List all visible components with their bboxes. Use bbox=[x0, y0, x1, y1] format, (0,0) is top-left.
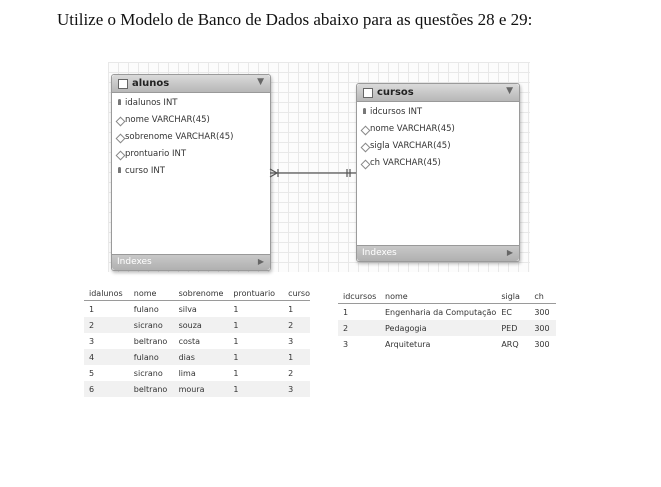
cell: fulano bbox=[129, 349, 174, 365]
column-ch[interactable]: ch VARCHAR(45) bbox=[357, 156, 519, 173]
cell: moura bbox=[174, 381, 229, 397]
column-nome[interactable]: nome VARCHAR(45) bbox=[112, 113, 270, 130]
chevron-down-icon[interactable]: ▼ bbox=[257, 77, 264, 87]
column-curso[interactable]: curso INT bbox=[112, 164, 270, 181]
cell: 4 bbox=[84, 349, 129, 365]
cell: 300 bbox=[534, 307, 550, 317]
table-row bbox=[84, 301, 310, 318]
cell: 300 bbox=[529, 320, 556, 336]
cell: 5 bbox=[89, 368, 95, 378]
cell: Arquitetura bbox=[385, 339, 431, 349]
cell: 2 bbox=[338, 320, 380, 336]
triangle-right-icon: ▶ bbox=[506, 248, 513, 257]
table-row bbox=[84, 317, 310, 333]
cell: beltrano bbox=[129, 381, 174, 397]
table-alunos bbox=[84, 286, 310, 397]
cell: 6 bbox=[84, 381, 129, 397]
column-idcursos[interactable]: idcursos INT bbox=[357, 105, 519, 122]
cell: beltrano bbox=[133, 336, 168, 346]
cell: EC bbox=[501, 307, 512, 317]
cell: 1 bbox=[89, 304, 95, 314]
cell: 1 bbox=[233, 304, 239, 314]
cell: 2 bbox=[288, 368, 294, 378]
cell: dias bbox=[174, 349, 229, 365]
cell: sicrano bbox=[129, 317, 174, 333]
table-row bbox=[338, 336, 556, 352]
column-idalunos[interactable]: idalunos INT bbox=[112, 96, 270, 113]
column-prontuario[interactable]: prontuario INT bbox=[112, 147, 270, 164]
table-row bbox=[84, 349, 310, 365]
header-prontuario: prontuario bbox=[228, 286, 283, 301]
cell: 3 bbox=[288, 336, 294, 346]
cell: 2 bbox=[283, 317, 310, 333]
entity-alunos-indexes[interactable]: Indexes ▶ bbox=[112, 254, 270, 270]
cell: 300 bbox=[534, 339, 550, 349]
cell: Pedagogia bbox=[380, 320, 496, 336]
table-row bbox=[84, 333, 310, 349]
header-idalunos: idalunos bbox=[84, 286, 129, 301]
cell: costa bbox=[178, 336, 201, 346]
cell: silva bbox=[178, 304, 197, 314]
table-row bbox=[84, 381, 310, 397]
header-idcursos: idcursos bbox=[338, 289, 380, 304]
cell: PED bbox=[496, 320, 529, 336]
cell: fulano bbox=[133, 304, 159, 314]
column-sobrenome[interactable]: sobrenome VARCHAR(45) bbox=[112, 130, 270, 147]
header-ch: ch bbox=[529, 289, 556, 304]
cell: 2 bbox=[84, 317, 129, 333]
header-nome: nome bbox=[380, 289, 496, 304]
table-header-row bbox=[338, 289, 556, 304]
table-cursos bbox=[338, 289, 556, 352]
cell: 1 bbox=[283, 349, 310, 365]
cell: 1 bbox=[233, 368, 239, 378]
cell: 1 bbox=[288, 304, 294, 314]
entity-cursos-indexes[interactable]: Indexes ▶ bbox=[357, 245, 519, 261]
header-sobrenome: sobrenome bbox=[174, 286, 229, 301]
cell: sicrano bbox=[133, 368, 163, 378]
cell: 1 bbox=[228, 381, 283, 397]
entity-cursos-title: cursos bbox=[377, 87, 414, 98]
table-row bbox=[338, 304, 556, 321]
cell: souza bbox=[174, 317, 229, 333]
table-header-row bbox=[84, 286, 310, 301]
header-curso: curso bbox=[283, 286, 310, 301]
page-title: Utilize o Modelo de Banco de Dados abaixo para as questões 28 e 29: bbox=[57, 10, 533, 29]
header-sigla: sigla bbox=[496, 289, 529, 304]
header-nome: nome bbox=[129, 286, 174, 301]
entity-alunos-title: alunos bbox=[132, 78, 170, 89]
cell: 1 bbox=[233, 336, 239, 346]
cell: 1 bbox=[228, 349, 283, 365]
cell: 3 bbox=[283, 381, 310, 397]
table-row bbox=[338, 320, 556, 336]
triangle-right-icon: ▶ bbox=[257, 257, 264, 266]
cell: 1 bbox=[228, 317, 283, 333]
table-row bbox=[84, 365, 310, 381]
cell: 3 bbox=[89, 336, 95, 346]
crows-foot-lower bbox=[270, 173, 277, 177]
column-nome[interactable]: nome VARCHAR(45) bbox=[357, 122, 519, 139]
chevron-down-icon[interactable]: ▼ bbox=[506, 86, 513, 96]
cell: ARQ bbox=[501, 339, 519, 349]
cell: Engenharia da Computação bbox=[385, 307, 497, 317]
cell: lima bbox=[178, 368, 196, 378]
cell: 1 bbox=[343, 307, 349, 317]
column-sigla[interactable]: sigla VARCHAR(45) bbox=[357, 139, 519, 156]
cell: 3 bbox=[343, 339, 349, 349]
